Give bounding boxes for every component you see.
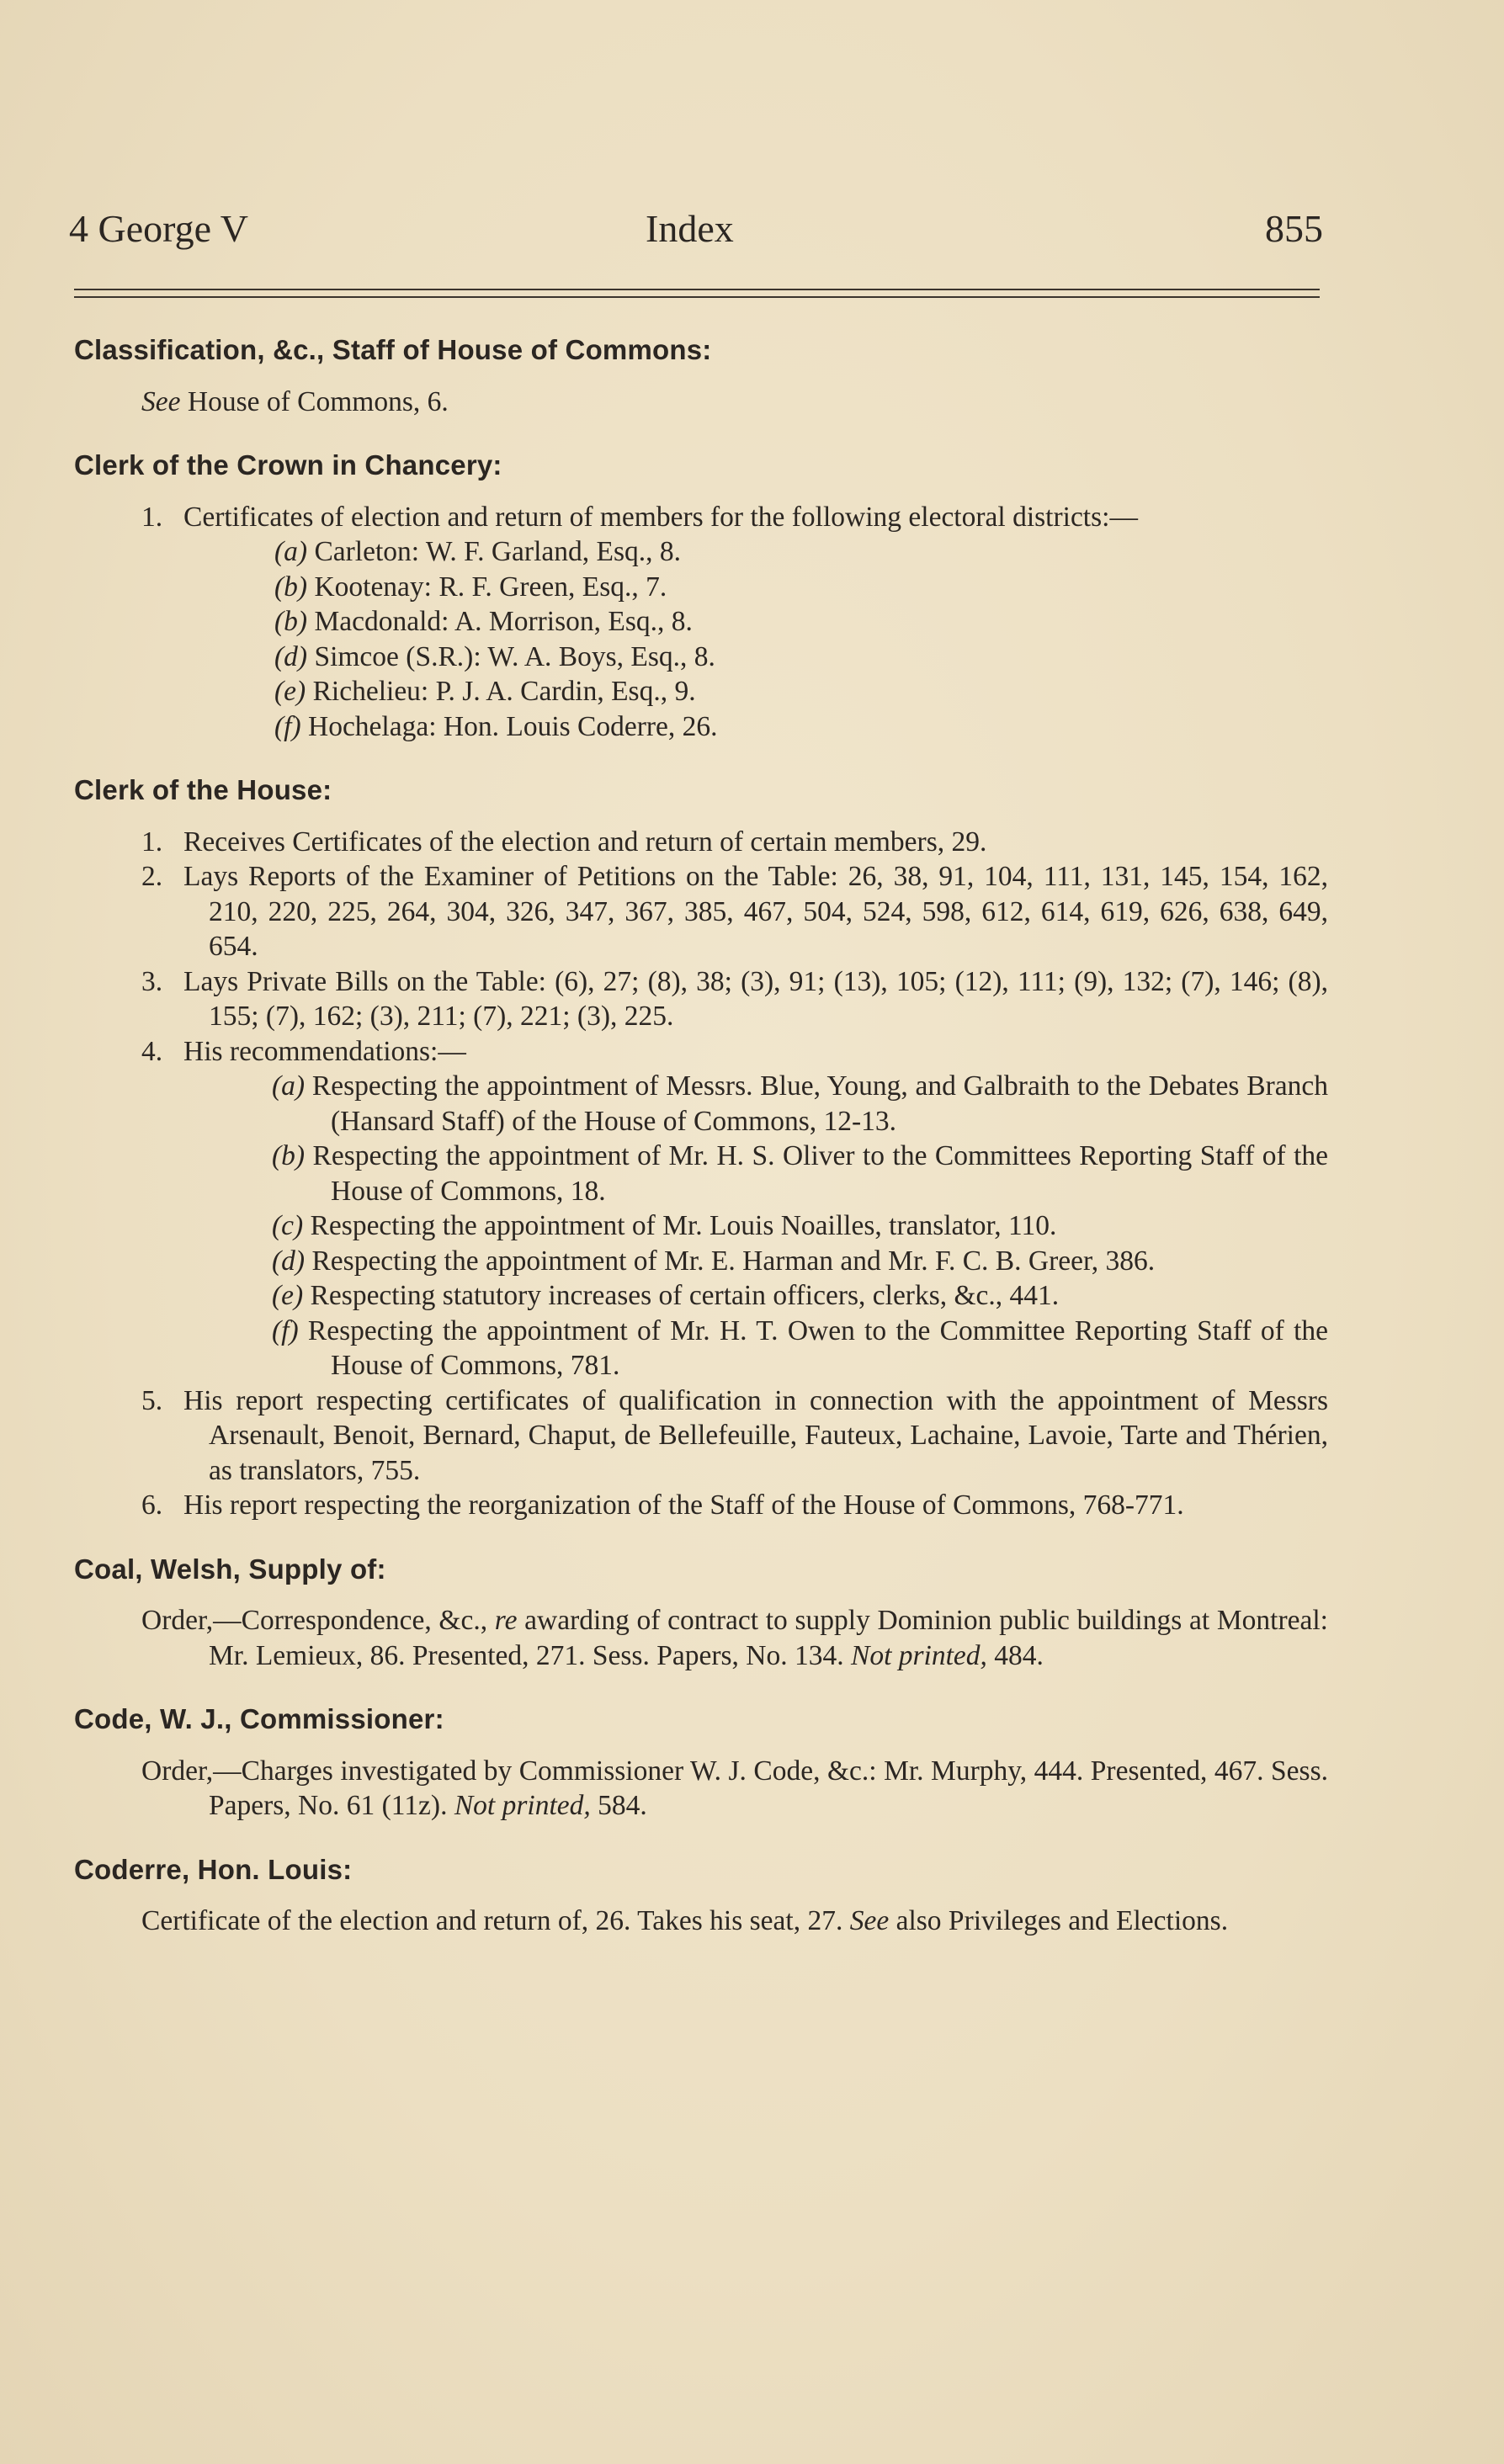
sub-text: Respecting the appointment of Messrs. Blue, Young, and Galbraith to the Debates Branch (Hansard Staff) of the House of Commons, 12-13. — [305, 1070, 1328, 1137]
entry-text-part: 584. — [590, 1790, 647, 1821]
item-number: 5. — [141, 1384, 163, 1416]
item-text: His recommendations:— — [183, 1035, 466, 1067]
item-number: 2. — [141, 861, 163, 892]
recommendation-item — [74, 1278, 1328, 1314]
district-item — [74, 570, 1328, 605]
sub-label: (a) — [272, 1070, 306, 1102]
sub-label: (d) — [274, 640, 308, 672]
entry-code — [74, 1702, 1328, 1824]
header-regnal-year: 4 George V — [69, 207, 248, 250]
sub-label: (f) — [272, 1314, 299, 1346]
sub-label: (f) — [274, 710, 301, 742]
entry-text-body: House of Commons, 6. — [180, 385, 449, 417]
district-item — [74, 640, 1328, 675]
running-header — [69, 206, 1323, 265]
item-number: 3. — [141, 965, 163, 997]
entry-heading: Coderre, Hon. Louis: — [74, 1853, 353, 1885]
sub-text: Simcoe (S.R.): W. A. Boys, Esq., 8. — [307, 640, 715, 672]
sub-text: Respecting statutory increases of certain officers, clerks, &c., 441. — [303, 1280, 1060, 1311]
sub-text: Respecting the appointment of Mr. E. Harman and Mr. F. C. B. Greer, 386. — [305, 1245, 1156, 1277]
entry-text-part: awarding of contract to supply Dominion public buildings at Montreal: Mr. Lemieux, 86. Presented, 271. Sess. Papers, No. 134. — [209, 1605, 1328, 1671]
sub-label: (e) — [274, 676, 306, 707]
not-printed-note: Not printed, — [454, 1790, 591, 1821]
sub-text: Macdonald: A. Morrison, Esq., 8. — [307, 606, 693, 637]
re-italic: re — [494, 1605, 518, 1636]
entry-text — [74, 1603, 1328, 1673]
numbered-item — [74, 859, 1328, 964]
entry-heading: Clerk of the Crown in Chancery: — [74, 449, 502, 481]
sub-label: (c) — [272, 1210, 304, 1241]
district-item — [74, 534, 1328, 570]
entry-heading: Clerk of the House: — [74, 774, 332, 805]
recommendation-item — [74, 1139, 1328, 1208]
sub-text: Respecting the appointment of Mr. H. S. Oliver to the Committees Reporting Staff of the House of Commons, 18. — [305, 1140, 1328, 1207]
recommendation-item — [74, 1069, 1328, 1139]
district-item — [74, 674, 1328, 709]
sub-label: (a) — [274, 536, 308, 567]
index-content — [74, 332, 1328, 1967]
sub-label: (b) — [274, 571, 308, 603]
item-number: 1. — [141, 826, 163, 858]
item-number: 6. — [141, 1490, 163, 1521]
numbered-item — [74, 1383, 1328, 1489]
entry-coal — [74, 1552, 1328, 1674]
sub-text: Carleton: W. F. Garland, Esq., 8. — [307, 536, 682, 567]
sub-text: Kootenay: R. F. Green, Esq., 7. — [307, 571, 667, 603]
entry-coderre — [74, 1852, 1328, 1939]
page-number: 855 — [1265, 207, 1323, 250]
entry-text-part: 484. — [986, 1639, 1044, 1671]
district-list — [74, 534, 1328, 744]
sub-label: (b) — [274, 606, 308, 637]
entry-heading: Code, W. J., Commissioner: — [74, 1703, 444, 1734]
district-item — [74, 709, 1328, 745]
entry-heading: Classification, &c., Staff of House of Commons: — [74, 334, 712, 365]
numbered-item — [74, 964, 1328, 1034]
item-number: 1. — [141, 501, 163, 533]
item-text: Receives Certificates of the election and return of certain members, 29. — [183, 826, 987, 858]
entry-text-part: Order,—Correspondence, &c., — [141, 1605, 495, 1636]
recommendation-item — [74, 1314, 1328, 1383]
recommendation-item — [74, 1244, 1328, 1279]
numbered-item — [74, 500, 1328, 535]
header-rule-bottom — [74, 296, 1320, 298]
not-printed-note: Not printed, — [850, 1639, 987, 1671]
entry-text — [74, 1754, 1328, 1824]
numbered-item — [74, 1034, 1328, 1070]
entry-classification — [74, 332, 1328, 419]
district-item — [74, 604, 1328, 640]
numbered-item — [74, 825, 1328, 860]
sub-text: Richelieu: P. J. A. Cardin, Esq., 9. — [306, 676, 696, 707]
sub-label: (e) — [272, 1280, 304, 1311]
header-title: Index — [646, 207, 734, 250]
item-text: Certificates of election and return of members for the following electoral districts:— — [183, 501, 1138, 533]
see-reference: See — [141, 385, 181, 417]
item-text: His report respecting certificates of qualification in connection with the appointment of Messrs Arsenault, Benoit, Bernard, Chaput, de Bellefeuille, Fauteux, Lachaine, Lavoie, Tarte and Thérien, as translators, 755. — [183, 1384, 1328, 1486]
sub-text: Hochelaga: Hon. Louis Coderre, 26. — [300, 710, 718, 742]
entry-heading: Coal, Welsh, Supply of: — [74, 1553, 386, 1585]
entry-text-part: Certificate of the election and return of, 26. Takes his seat, 27. — [141, 1905, 850, 1936]
sub-label: (d) — [272, 1245, 306, 1277]
recommendation-item — [74, 1208, 1328, 1244]
item-text: Lays Private Bills on the Table: (6), 27; (8), 38; (3), 91; (13), 105; (12), 111; (9), 132; (7), 146; (8), 155; (7), 162; (3), 211; (7), 221; (3), 225. — [183, 965, 1328, 1032]
see-reference: See — [849, 1905, 890, 1936]
entry-clerk-house — [74, 773, 1328, 1523]
item-number: 4. — [141, 1035, 163, 1067]
entry-text — [74, 1904, 1328, 1939]
entry-text — [74, 385, 1328, 420]
recommendation-list — [74, 1069, 1328, 1383]
entry-text-part: Order,—Charges investigated by Commissioner W. J. Code, &c.: Mr. Murphy, 444. Presented, 467. Sess. Papers, No. 61 (11z). — [141, 1755, 1328, 1821]
entry-clerk-crown — [74, 448, 1328, 744]
item-text: Lays Reports of the Examiner of Petitions on the Table: 26, 38, 91, 104, 111, 131, 145, 154, 162, 210, 220, 225, 264, 304, 326, 347, 367, 385, 467, 504, 524, 598, 612, 614, 619, 626, 638, 649, 654. — [183, 861, 1328, 962]
entry-text-part: also Privileges and Elections. — [889, 1905, 1229, 1936]
sub-label: (b) — [272, 1140, 306, 1171]
sub-text: Respecting the appointment of Mr. H. T. Owen to the Committee Reporting Staff of the House of Commons, 781. — [298, 1314, 1328, 1381]
header-rule-top — [74, 289, 1320, 290]
numbered-item — [74, 1488, 1328, 1523]
item-text: His report respecting the reorganization of the Staff of the House of Commons, 768-771. — [183, 1490, 1184, 1521]
sub-text: Respecting the appointment of Mr. Louis Noailles, translator, 110. — [303, 1210, 1057, 1241]
